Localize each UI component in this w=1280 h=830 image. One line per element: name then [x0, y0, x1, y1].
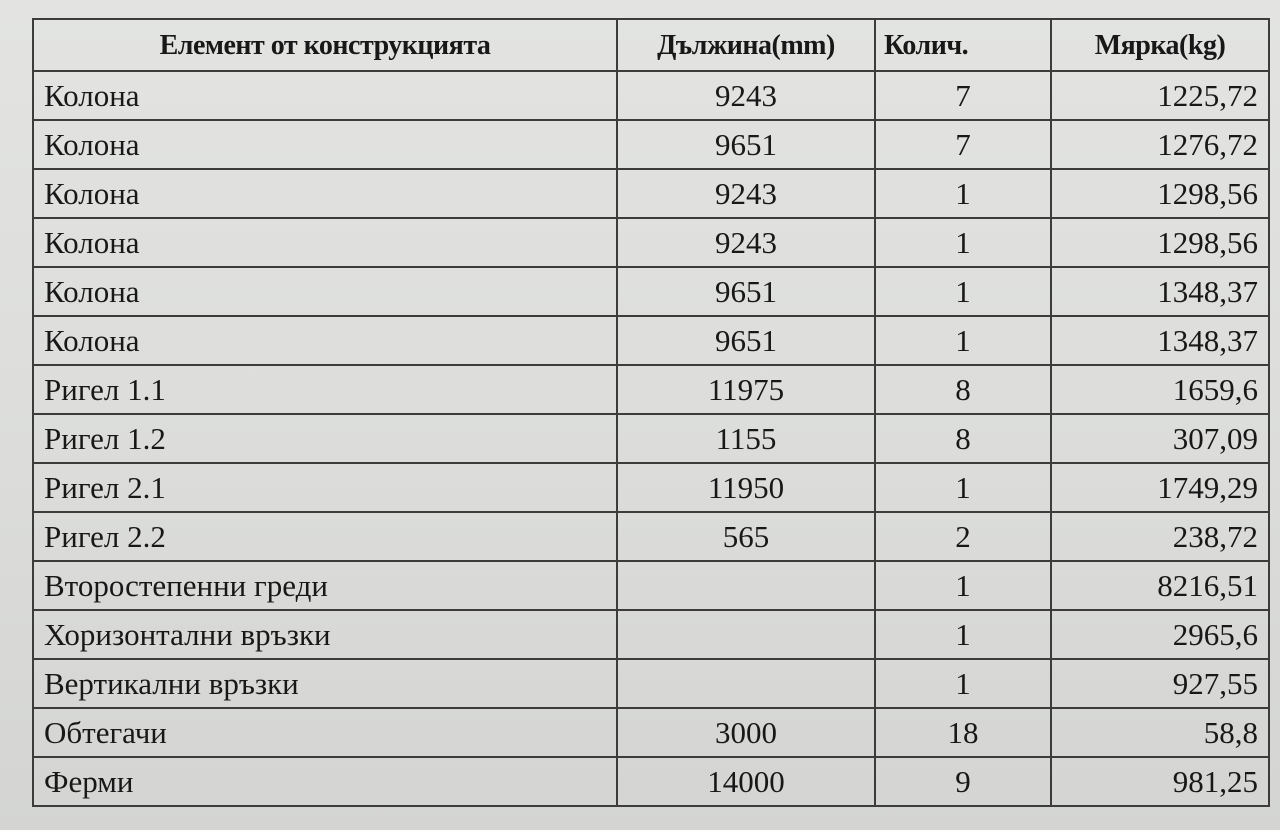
cell-element: Ригел 2.1: [33, 463, 617, 512]
cell-length: 9243: [617, 169, 875, 218]
table-row: [33, 708, 1269, 757]
cell-element: Ригел 1.2: [33, 414, 617, 463]
cell-element: Колона: [33, 267, 617, 316]
cell-length: 9651: [617, 120, 875, 169]
cell-element: Колона: [33, 120, 617, 169]
cell-length: 9243: [617, 218, 875, 267]
cell-element: Хоризонтални връзки: [33, 610, 617, 659]
cell-length: 9651: [617, 267, 875, 316]
cell-mass: 1348,37: [1051, 267, 1269, 316]
header-mass: Мярка(kg): [1051, 19, 1269, 71]
cell-length: 565: [617, 512, 875, 561]
cell-mass: 2965,6: [1051, 610, 1269, 659]
cell-mass: 58,8: [1051, 708, 1269, 757]
cell-mass: 307,09: [1051, 414, 1269, 463]
cell-element: Ригел 2.2: [33, 512, 617, 561]
cell-length: [617, 610, 875, 659]
cell-quantity: 7: [875, 120, 1051, 169]
cell-quantity: 18: [875, 708, 1051, 757]
cell-mass: 981,25: [1051, 757, 1269, 806]
cell-quantity: 1: [875, 169, 1051, 218]
cell-element: Второстепенни греди: [33, 561, 617, 610]
table-row: [33, 414, 1269, 463]
cell-mass: 1298,56: [1051, 218, 1269, 267]
table-row: [33, 267, 1269, 316]
table-header-row: [33, 19, 1269, 71]
cell-quantity: 1: [875, 316, 1051, 365]
cell-element: Колона: [33, 218, 617, 267]
cell-mass: 1225,72: [1051, 71, 1269, 120]
cell-length: 1155: [617, 414, 875, 463]
cell-quantity: 1: [875, 561, 1051, 610]
cell-quantity: 9: [875, 757, 1051, 806]
cell-length: [617, 659, 875, 708]
table-row: [33, 463, 1269, 512]
table-row: [33, 169, 1269, 218]
cell-quantity: 1: [875, 218, 1051, 267]
cell-quantity: 1: [875, 610, 1051, 659]
cell-quantity: 2: [875, 512, 1051, 561]
cell-element: Ригел 1.1: [33, 365, 617, 414]
cell-mass: 238,72: [1051, 512, 1269, 561]
cell-mass: 1659,6: [1051, 365, 1269, 414]
cell-quantity: 8: [875, 365, 1051, 414]
cell-length: 11975: [617, 365, 875, 414]
table-row: [33, 757, 1269, 806]
cell-element: Колона: [33, 71, 617, 120]
structure-elements-table: [32, 18, 1270, 807]
table-row: [33, 659, 1269, 708]
table-row: [33, 512, 1269, 561]
table-row: [33, 610, 1269, 659]
cell-element: Колона: [33, 169, 617, 218]
cell-mass: 1298,56: [1051, 169, 1269, 218]
cell-mass: 1276,72: [1051, 120, 1269, 169]
cell-length: 11950: [617, 463, 875, 512]
cell-mass: 1348,37: [1051, 316, 1269, 365]
cell-mass: 927,55: [1051, 659, 1269, 708]
cell-length: 9651: [617, 316, 875, 365]
header-quantity: Колич.: [875, 19, 1051, 71]
cell-quantity: 1: [875, 659, 1051, 708]
table-row: [33, 561, 1269, 610]
table-row: [33, 365, 1269, 414]
cell-element: Вертикални връзки: [33, 659, 617, 708]
cell-mass: 1749,29: [1051, 463, 1269, 512]
cell-quantity: 1: [875, 267, 1051, 316]
cell-mass: 8216,51: [1051, 561, 1269, 610]
table-row: [33, 120, 1269, 169]
cell-quantity: 1: [875, 463, 1051, 512]
table-row: [33, 218, 1269, 267]
cell-element: Обтегачи: [33, 708, 617, 757]
cell-element: Ферми: [33, 757, 617, 806]
cell-quantity: 8: [875, 414, 1051, 463]
cell-element: Колона: [33, 316, 617, 365]
cell-quantity: 7: [875, 71, 1051, 120]
header-length: Дължина(mm): [617, 19, 875, 71]
cell-length: 9243: [617, 71, 875, 120]
cell-length: [617, 561, 875, 610]
table-row: [33, 316, 1269, 365]
cell-length: 3000: [617, 708, 875, 757]
cell-length: 14000: [617, 757, 875, 806]
header-element: Елемент от конструкцията: [33, 19, 617, 71]
table-row: [33, 71, 1269, 120]
